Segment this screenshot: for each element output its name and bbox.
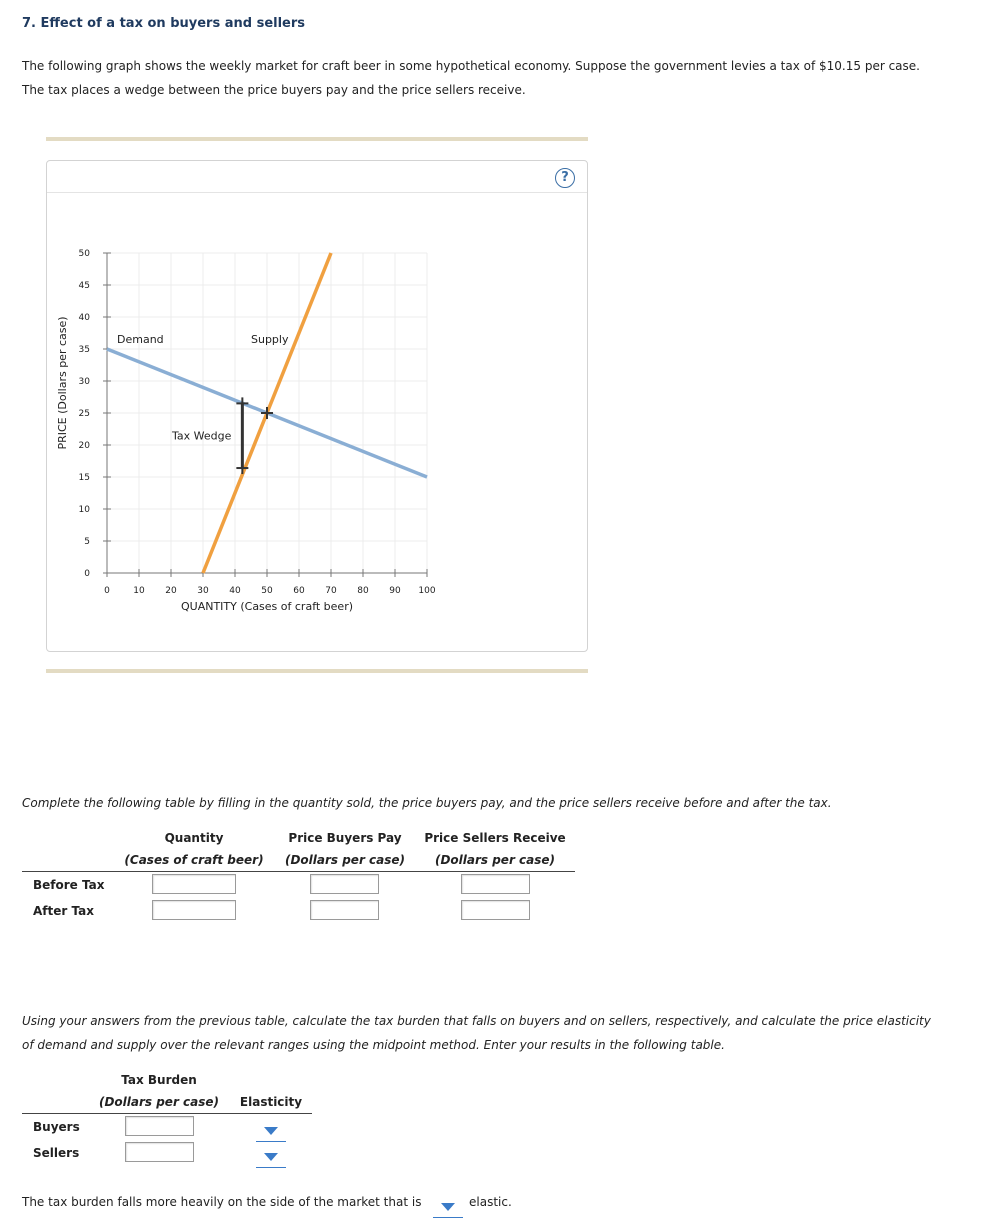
dropdown-underline — [256, 1167, 286, 1168]
tax-wedge-label: Tax Wedge — [171, 429, 232, 443]
after-tax-quantity-input[interactable] — [152, 900, 236, 920]
x-tick-label: 40 — [229, 586, 241, 596]
question-title: 7. Effect of a tax on buyers and sellers — [22, 16, 306, 31]
after-tax-sellers-price-input[interactable] — [461, 900, 530, 920]
intro-text-line2: The tax places a wedge between the price buyers pay and the price sellers receive. — [22, 83, 526, 97]
table1-col-sellers-unit: (Dollars per case) — [434, 853, 556, 867]
before-tax-quantity-input[interactable] — [152, 874, 236, 894]
conclusion-text-after: elastic. — [469, 1195, 512, 1209]
before-tax-buyers-price-input[interactable] — [310, 874, 379, 894]
after-tax-buyers-price-input[interactable] — [310, 900, 379, 920]
table1-row-after-tax: After Tax — [33, 904, 94, 918]
y-tick-label: 30 — [78, 377, 90, 387]
y-tick-label: 10 — [78, 505, 90, 515]
y-tick-label: 50 — [78, 249, 90, 259]
y-tick-label: 15 — [78, 473, 90, 483]
table2-col-burden-title: Tax Burden — [121, 1073, 197, 1087]
table1-col-quantity-unit: (Cases of craft beer) — [124, 853, 264, 867]
table1-col-buyers-title: Price Buyers Pay — [288, 831, 402, 845]
x-tick-label: 80 — [357, 586, 369, 596]
help-icon[interactable]: ? — [555, 168, 575, 188]
y-tick-label: 40 — [78, 313, 90, 323]
table2-col-elasticity-title: Elasticity — [239, 1095, 303, 1109]
table2-row-buyers: Buyers — [33, 1120, 80, 1134]
table1-instruction: Complete the following table by filling in the quantity sold, the price buyers pay, and the price sellers receive before and after the tax. — [22, 796, 832, 810]
x-axis-title: QUANTITY (Cases of craft beer) — [180, 600, 354, 613]
table1-col-sellers-title: Price Sellers Receive — [424, 831, 566, 845]
table1-row-before-tax: Before Tax — [33, 878, 105, 892]
table2-header-divider — [22, 1113, 312, 1114]
before-tax-sellers-price-input[interactable] — [461, 874, 530, 894]
table2-col-burden-unit: (Dollars per case) — [98, 1095, 220, 1109]
x-tick-label: 30 — [197, 586, 209, 596]
x-tick-label: 90 — [389, 586, 401, 596]
y-tick-label: 25 — [78, 409, 90, 419]
table1-col-buyers-unit: (Dollars per case) — [284, 853, 406, 867]
intro-text-line1: The following graph shows the weekly market for craft beer in some hypothetical economy. Suppose the government levies a tax of $10.15 per case. — [22, 59, 920, 73]
x-tick-label: 100 — [418, 586, 436, 596]
table2-row-sellers: Sellers — [33, 1146, 80, 1160]
conclusion-text-before: The tax burden falls more heavily on the side of the market that is — [22, 1195, 422, 1209]
y-tick-label: 45 — [78, 281, 90, 291]
table1-col-quantity-title: Quantity — [164, 831, 224, 845]
conclusion-elasticity-dropdown[interactable] — [433, 1196, 463, 1218]
buyers-tax-burden-input[interactable] — [125, 1116, 194, 1136]
sellers-tax-burden-input[interactable] — [125, 1142, 194, 1162]
table2-instruction-line2: of demand and supply over the relevant ranges using the midpoint method. Enter your results in the following table. — [22, 1038, 725, 1052]
demand-label: Demand — [117, 333, 164, 346]
x-tick-label: 20 — [165, 586, 177, 596]
y-tick-label: 35 — [78, 345, 90, 355]
chevron-down-icon — [441, 1203, 455, 1211]
dropdown-underline — [433, 1217, 463, 1218]
x-tick-label: 60 — [293, 586, 305, 596]
y-tick-label: 0 — [84, 569, 90, 579]
y-tick-label: 20 — [78, 441, 90, 451]
x-tick-label: 0 — [104, 586, 110, 596]
chevron-down-icon — [264, 1153, 278, 1161]
dropdown-underline — [256, 1141, 286, 1142]
sellers-elasticity-dropdown[interactable] — [256, 1146, 286, 1168]
x-tick-label: 10 — [133, 586, 145, 596]
supply-label: Supply — [251, 333, 289, 346]
table1-header-divider — [22, 871, 575, 872]
table2-instruction-line1: Using your answers from the previous table, calculate the tax burden that falls on buyers and on sellers, respectively, and calculate the price elasticity — [22, 1014, 931, 1028]
y-tick-label: 5 — [84, 537, 90, 547]
y-axis-title: PRICE (Dollars per case) — [56, 316, 69, 450]
chevron-down-icon — [264, 1127, 278, 1135]
buyers-elasticity-dropdown[interactable] — [256, 1120, 286, 1142]
x-tick-label: 50 — [261, 586, 273, 596]
x-tick-label: 70 — [325, 586, 337, 596]
